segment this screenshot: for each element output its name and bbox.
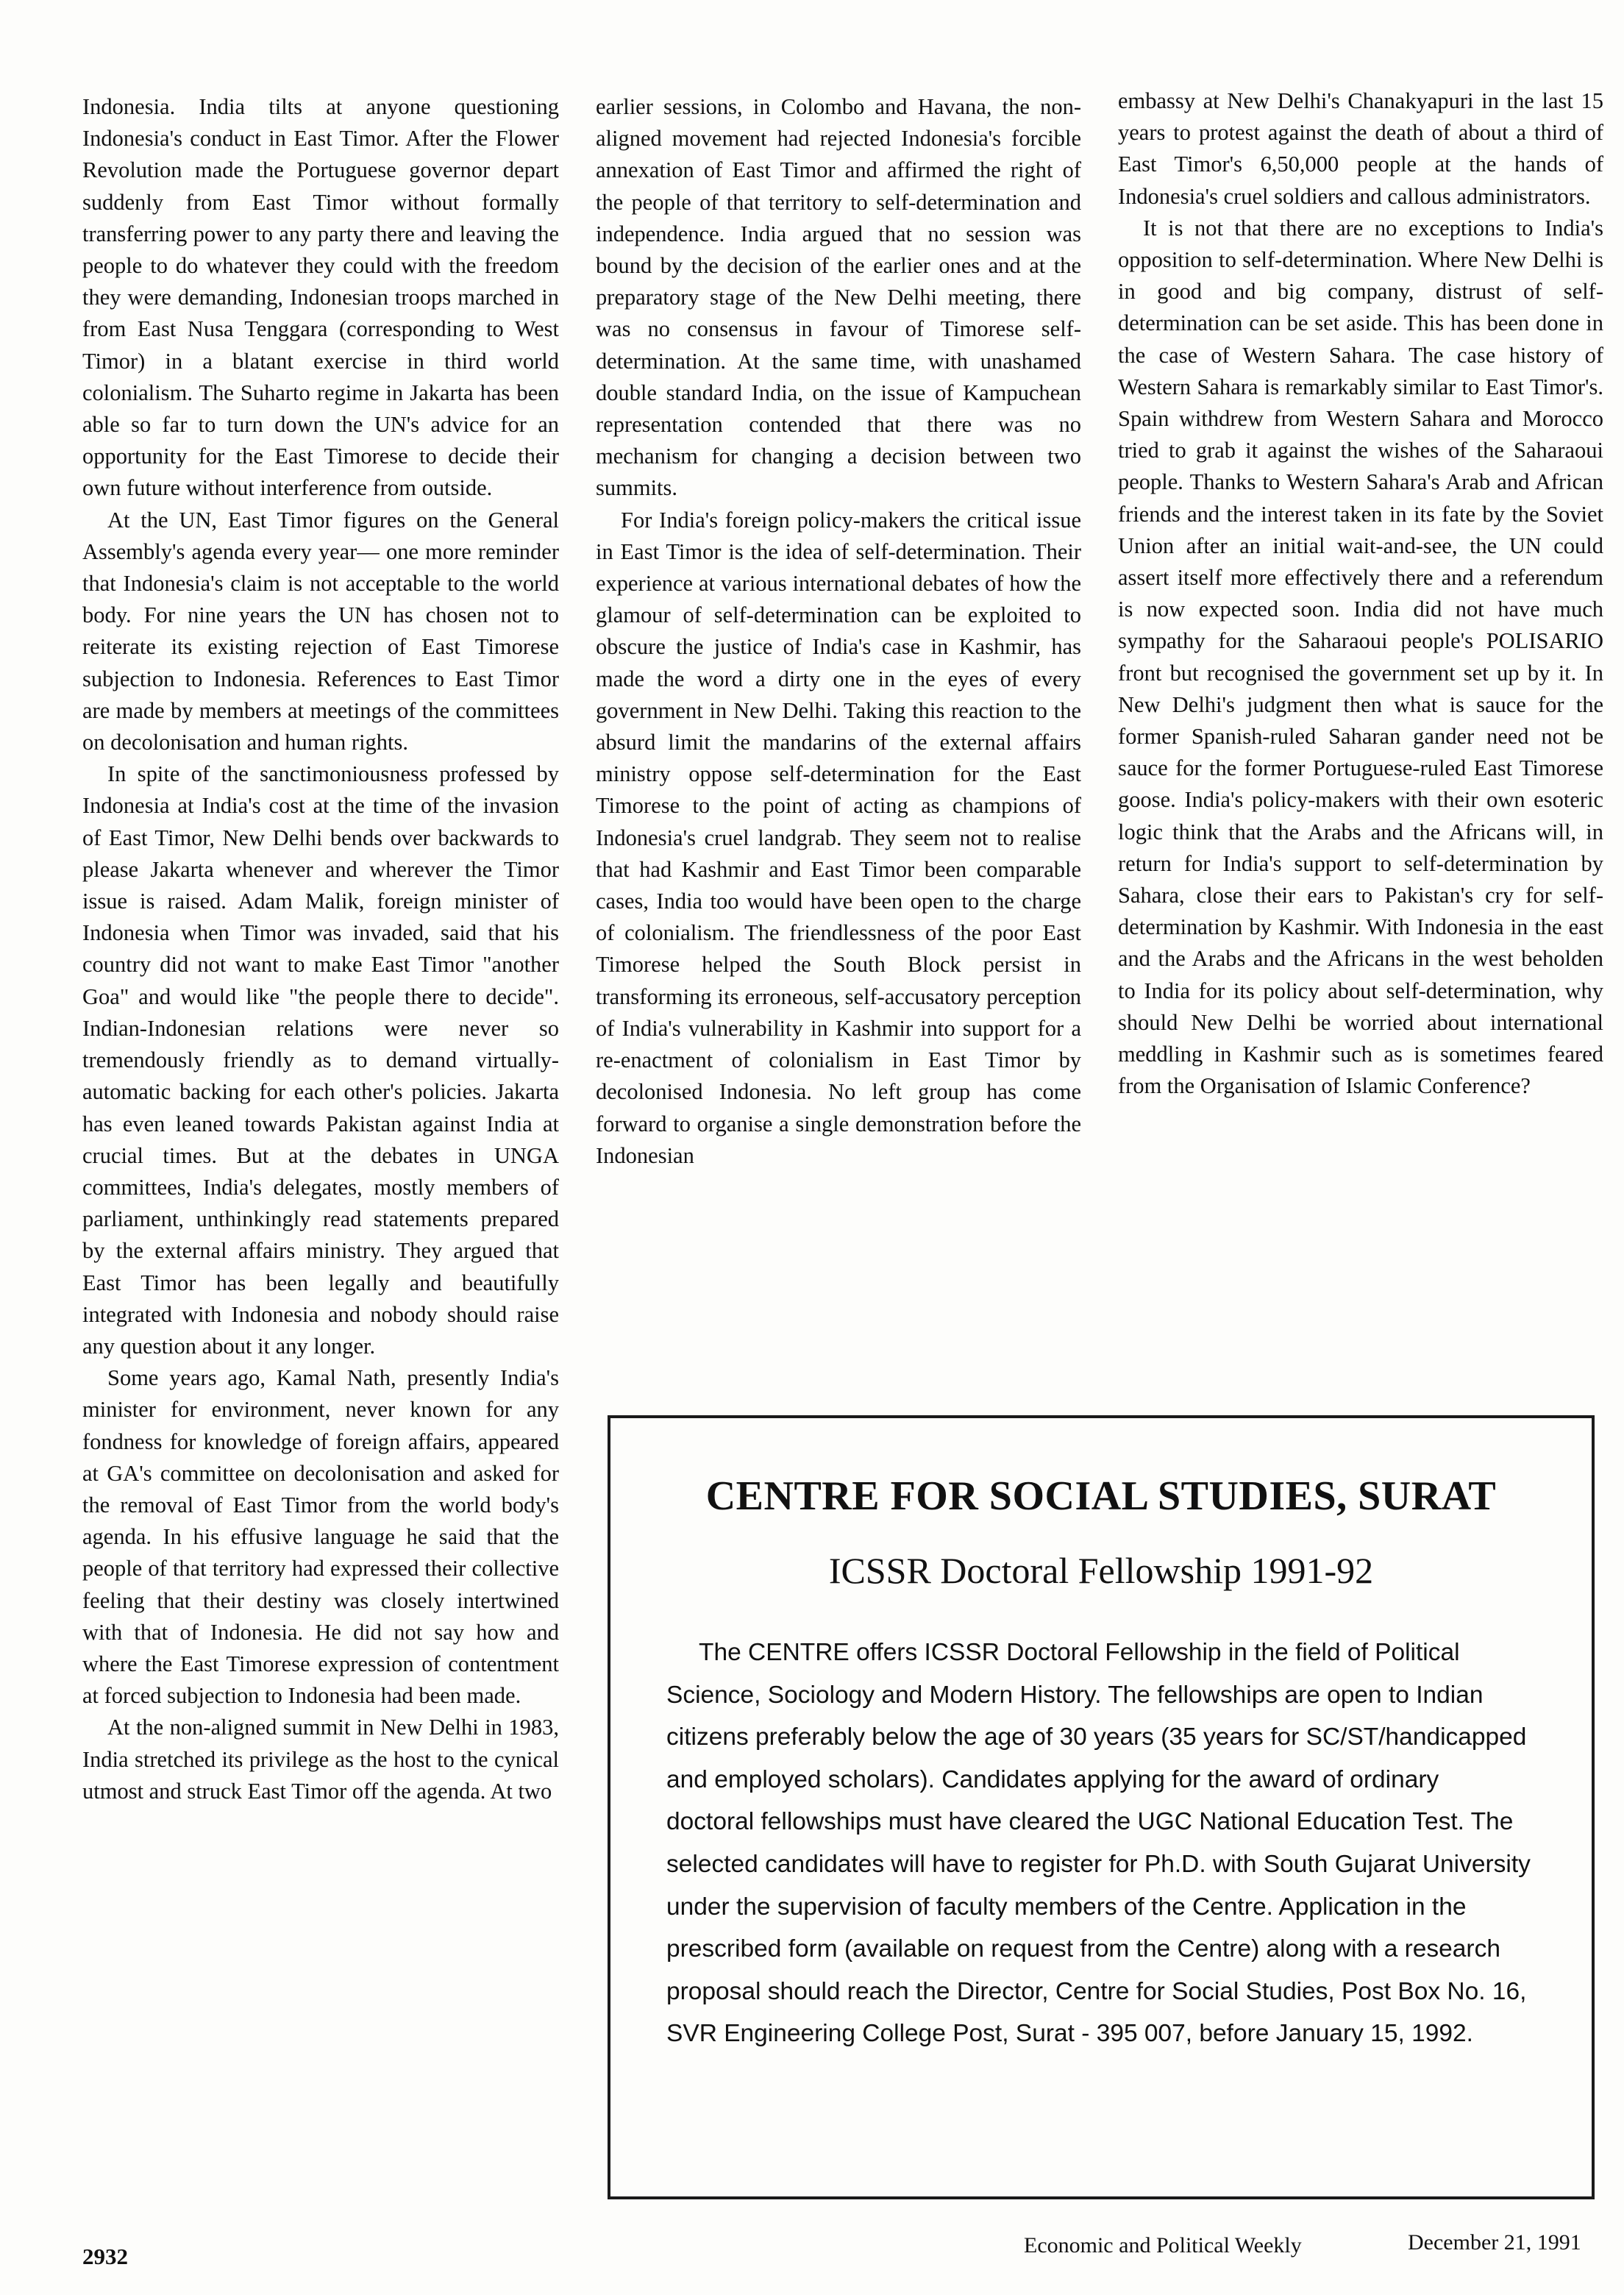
- paragraph: earlier sessions, in Colombo and Havana, the non-aligned movement had rejected Indonesia's forcible annexation of East Timor and affirmed the right of the people of that territory to self-determination and independence. India argued that no session was bound by the decision of the earlier ones and at the preparatory stage of the New Delhi meeting, there was no consensus in favour of Timorese self-determination. At the same time, with unashamed double standard India, on the issue of Kampuchean representation contended that there was no mechanism for changing a decision between two summits.: [596, 94, 1081, 501]
- page-number: 2932: [82, 2244, 128, 2269]
- article-column-1: [82, 91, 559, 1807]
- paragraph: embassy at New Delhi's Chanakyapuri in the last 15 years to protest against the death of about a third of East Timor's 6,50,000 people at the hands of Indonesia's cruel soldiers and callous administrators.: [1118, 88, 1603, 209]
- paragraph: At the non-aligned summit in New Delhi in 1983, India stretched its privilege as the host to the cynical utmost and struck East Timor off the agenda. At two: [82, 1715, 559, 1804]
- paragraph: For India's foreign policy-makers the critical issue in East Timor is the idea of self-determination. Their experience at various international debates of how the glamour of self-determination can be exploited to obscure the justice of India's case in Kashmir, has made the word a dirty one in the eyes of every government in New Delhi. Taking this reaction to the absurd limit the mandarins of the external affairs ministry oppose self-determination for the East Timorese to the point of acting as champions of Indonesia's cruel landgrab. They seem not to realise that had Kashmir and East Timor been comparable cases, India too would have been open to the charge of colonialism. The friendlessness of the poor East Timorese helped the South Block persist in transforming its erroneous, self-accusatory perception of India's vulnerability in Kashmir into support for a re-enactment of colonialism in East Timor by decolonised Indonesia. No left group has come forward to organise a single demonstration before the Indonesian: [596, 507, 1081, 1168]
- ad-body: [666, 1632, 1533, 2055]
- article-column-2: [596, 91, 1081, 1172]
- journal-name: Economic and Political Weekly: [1024, 2233, 1302, 2257]
- ad-subtitle: ICSSR Doctoral Fellowship 1991-92: [828, 1550, 1374, 1591]
- article-column-3: [1118, 85, 1603, 1103]
- paragraph: At the UN, East Timor figures on the General Assembly's agenda every year— one more reminder that Indonesia's claim is not acceptable to the world body. For nine years the UN has chosen not to reiterate its existing rejection of East Timorese subjection to Indonesia. References to East Timor are made by members at meetings of the committees on decolonisation and human rights.: [82, 507, 559, 755]
- paragraph: Some years ago, Kamal Nath, presently India's minister for environment, never known for any fondness for knowledge of foreign affairs, appeared at GA's committee on decolonisation and asked for the removal of East Timor from the world body's agenda. In his effusive language he said that the people of that territory had expressed their collective feeling that their destiny was closely intertwined with that of Indonesia. He did not say how and where the East Timorese expression of contentment at forced subjection to Indonesia had been made.: [82, 1365, 559, 1709]
- paragraph: In spite of the sanctimoniousness professed by Indonesia at India's cost at the time of the invasion of East Timor, New Delhi bends over backwards to please Jakarta whenever and wherever the Timor issue is raised. Adam Malik, foreign minister of Indonesia when Timor was invaded, said that his country did not want to make East Timor "another Goa" and would like "the people there to decide". Indian-Indonesian relations were never so tremendously friendly as to demand virtually-automatic backing for each other's policies. Jakarta has even leaned towards Pakistan against India at crucial times. But at the debates in UNGA committees, India's delegates, mostly members of parliament, unthinkingly read statements prepared by the external affairs ministry. They argued that East Timor has been legally and beautifully integrated with Indonesia and nobody should raise any question about it any longer.: [82, 761, 559, 1359]
- ad-body-text: The CENTRE offers ICSSR Doctoral Fellowship in the field of Political Science, Sociology and Modern History. The fellowships are open to Indian citizens preferably below the age of 30 years (35 years for SC/ST/handicapped and employed scholars). Candidates applying for the award of ordinary doctoral fellowships must have cleared the UGC National Education Test. The selected candidates will have to register for Ph.D. with South Gujarat University under the supervision of faculty members of the Centre. Application in the prescribed form (available on request from the Centre) along with a research proposal should reach the Director, Centre for Social Studies, Post Box No. 16, SVR Engineering College Post, Surat - 395 007, before January 15, 1992.: [666, 1639, 1531, 2048]
- ad-title: CENTRE FOR SOCIAL STUDIES, SURAT: [705, 1473, 1497, 1519]
- paragraph: Indonesia. India tilts at anyone questioning Indonesia's conduct in East Timor. After the Flower Revolution made the Portuguese governor depart suddenly from East Timor without formally transferring power to any party there and leaving the people to do whatever they could with the freedom they were demanding, Indonesian troops marched in from East Nusa Tenggara (corresponding to West Timor) in a blatant exercise in third world colonialism. The Suharto regime in Jakarta has been able so far to turn down the UN's advice for an opportunity for the East Timorese to decide their own future without interference from outside.: [82, 94, 559, 501]
- issue-date: December 21, 1991: [1408, 2230, 1581, 2255]
- paragraph: It is not that there are no exceptions to India's opposition to self-determination. Where New Delhi is in good and big company, distrust of self-determination can be set aside. This has been done in the case of Western Sahara. The case history of Western Sahara is remarkably similar to East Timor's. Spain withdrew from Western Sahara and Morocco tried to grab it against the wishes of the Saharaoui people. Thanks to Western Sahara's Arab and African friends and the interest taken in its fate by the Soviet Union after an initial wait-and-see, the UN could assert itself more effectively there and a referendum is now expected soon. India did not have much sympathy for the Saharaoui people's POLISARIO front but recognised the government set up by it. In New Delhi's judgment then what is sauce for the former Spanish-ruled Saharan gander need not be sauce for the former Portuguese-ruled East Timorese goose. India's policy-makers with their own esoteric logic think that the Arabs and the Africans will, in return for India's support to self-determination by Sahara, close their ears to Pakistan's cry for self-determination by Kashmir. With Indonesia in the east and the Arabs and the Africans in the west beholden to India for its policy about self-determination, why should New Delhi be worried about international meddling in Kashmir such as is sometimes feared from the Organisation of Islamic Conference?: [1118, 215, 1603, 1099]
- fellowship-advertisement: [608, 1415, 1595, 2199]
